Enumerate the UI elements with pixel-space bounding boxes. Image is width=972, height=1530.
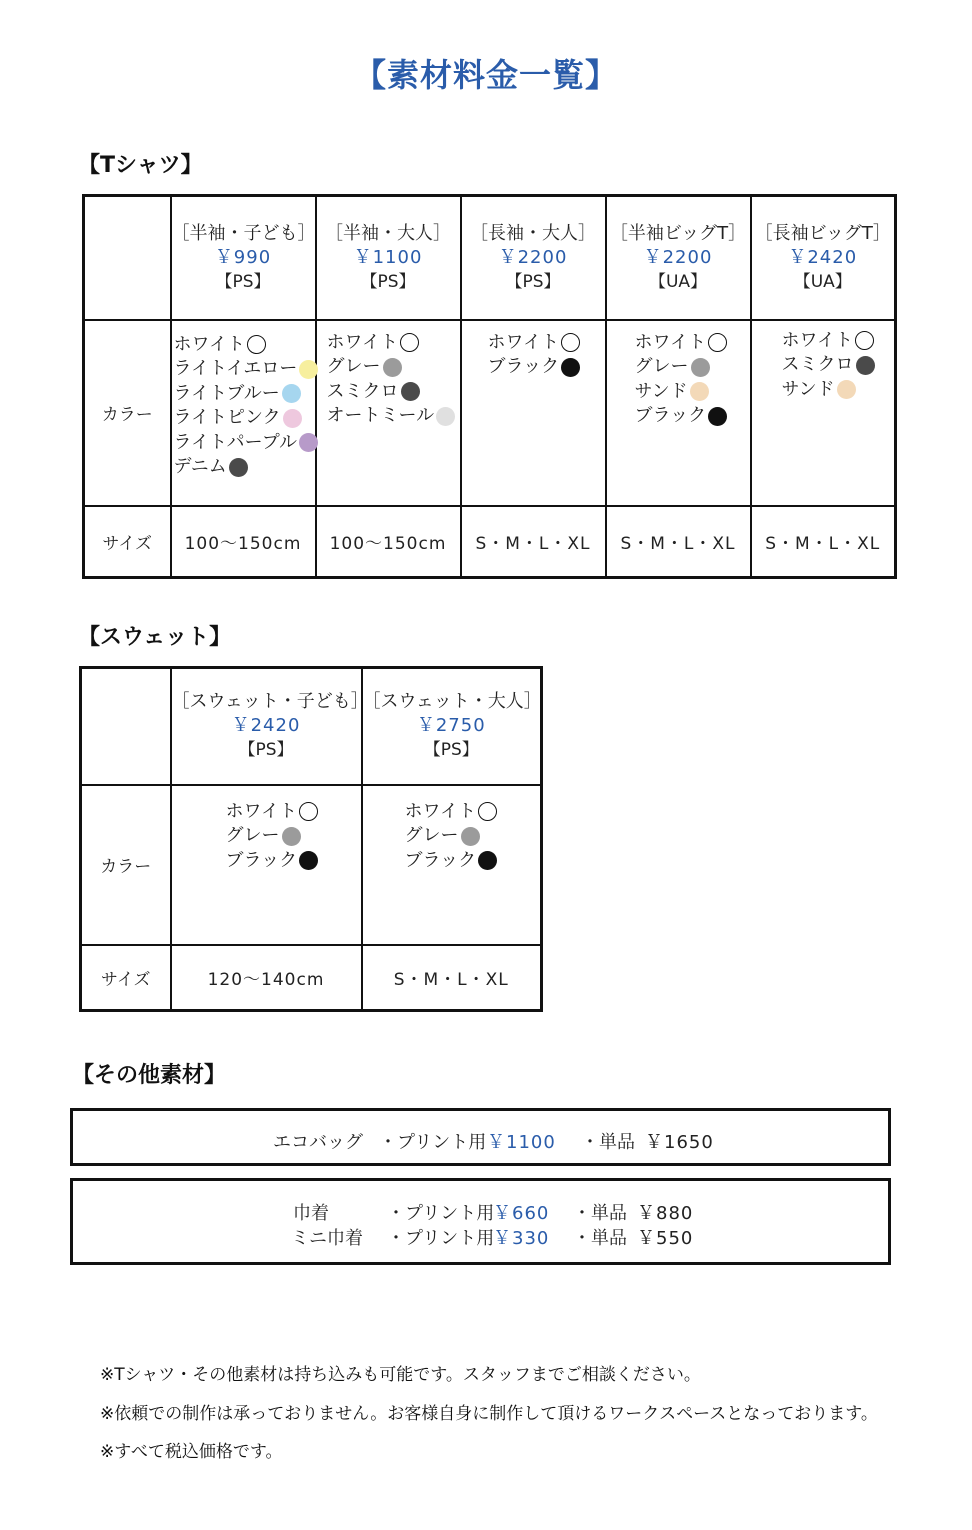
color-swatch-icon <box>855 331 874 350</box>
product-price: ￥2200 <box>643 246 713 268</box>
tshirt-heading: 【Tシャツ】 <box>78 153 203 178</box>
color-name: ホワイト <box>225 800 297 822</box>
color-option <box>174 357 315 382</box>
color-items <box>363 786 541 874</box>
color-items <box>317 321 460 429</box>
product-header <box>362 668 542 785</box>
product-header <box>751 196 896 320</box>
product-price: ￥1100 <box>353 246 423 268</box>
table-corner-cell <box>81 668 171 785</box>
size-value: 100〜150cm <box>316 506 461 578</box>
color-swatch-icon <box>561 333 580 352</box>
color-name: ライトブルー <box>173 382 280 404</box>
color-items <box>172 786 361 874</box>
color-list <box>461 320 606 506</box>
color-name: ライトイエロー <box>173 358 298 379</box>
color-option <box>405 849 541 874</box>
color-option <box>174 431 315 456</box>
color-swatch-icon <box>708 407 727 426</box>
color-option <box>635 404 750 429</box>
product-brand: 【PS】 <box>423 740 479 761</box>
color-swatch-icon <box>282 827 301 846</box>
color-list <box>362 785 542 945</box>
color-option <box>635 355 750 380</box>
color-swatch-icon <box>478 851 497 870</box>
color-swatch-icon <box>299 851 318 870</box>
color-swatch-icon <box>436 407 455 426</box>
color-option <box>174 406 315 431</box>
color-option <box>226 849 361 874</box>
color-name: グレー <box>225 825 280 846</box>
color-option <box>226 824 361 849</box>
color-swatch-icon <box>282 384 301 403</box>
item-name: ミニ巾着 <box>291 1228 363 1249</box>
color-option <box>405 824 541 849</box>
color-name: ホワイト <box>404 800 476 822</box>
eco-bag-box <box>70 1108 891 1166</box>
color-swatch-icon <box>708 333 727 352</box>
note-line: ※Tシャツ・その他素材は持ち込みも可能です。スタッフまでご相談ください。 <box>100 1365 701 1385</box>
color-name: ホワイト <box>781 329 853 351</box>
note-line: ※すべて税込価格です。 <box>100 1442 283 1462</box>
single-price: ￥1650 <box>645 1132 714 1153</box>
color-option <box>327 355 460 380</box>
size-row-label: サイズ <box>84 506 171 578</box>
item-name: エコバッグ <box>273 1132 363 1153</box>
product-brand: 【UA】 <box>648 271 708 292</box>
single-label: ・単品 <box>573 1203 627 1224</box>
print-label: ・プリント用 <box>379 1132 487 1153</box>
color-swatch-icon <box>383 358 402 377</box>
product-brand: 【PS】 <box>360 271 416 292</box>
color-option <box>635 331 750 356</box>
color-option <box>782 353 895 378</box>
color-option <box>488 331 605 356</box>
print-price: ￥660 <box>493 1203 550 1224</box>
product-price: ￥2420 <box>231 715 301 737</box>
size-row-label: サイズ <box>81 945 171 1011</box>
color-swatch-icon <box>401 382 420 401</box>
pouch-box <box>70 1178 891 1265</box>
color-option <box>488 355 605 380</box>
color-option <box>174 382 315 407</box>
color-name: ライトピンク <box>173 407 281 428</box>
color-name: サンド <box>634 380 688 402</box>
product-price: ￥2420 <box>788 246 858 268</box>
product-brand: 【PS】 <box>505 271 561 292</box>
color-items <box>172 321 315 480</box>
color-swatch-icon <box>561 358 580 377</box>
color-option <box>226 800 361 825</box>
tshirt-price-table <box>82 194 897 579</box>
size-value: 100〜150cm <box>171 506 316 578</box>
color-name: スミクロ <box>326 380 399 402</box>
sweat-price-table <box>79 666 543 1012</box>
single-price: ￥550 <box>637 1228 694 1249</box>
size-value: S・M・L・XL <box>751 506 896 578</box>
color-name: ブラック <box>634 405 707 426</box>
product-header <box>171 668 369 785</box>
product-header <box>461 196 606 320</box>
color-swatch-icon <box>299 802 318 821</box>
color-list <box>751 320 896 506</box>
color-swatch-icon <box>229 458 248 477</box>
color-option <box>174 455 315 480</box>
product-brand: 【UA】 <box>793 271 852 292</box>
color-items <box>752 321 895 403</box>
product-price: ￥2200 <box>498 246 568 268</box>
color-swatch-icon <box>247 335 266 354</box>
other-heading: 【その他素材】 <box>72 1063 227 1088</box>
color-option <box>174 333 315 358</box>
print-price: ￥1100 <box>487 1132 556 1153</box>
color-name: グレー <box>634 356 689 377</box>
color-list <box>316 320 461 506</box>
color-name: ブラック <box>404 849 477 871</box>
size-value: 120〜140cm <box>171 945 362 1011</box>
product-header <box>606 196 751 320</box>
color-swatch-icon <box>837 380 856 399</box>
color-option <box>405 800 541 825</box>
color-name: ライトパープル <box>173 431 297 453</box>
color-option <box>635 380 750 405</box>
color-swatch-icon <box>478 802 497 821</box>
color-option <box>327 380 460 405</box>
product-header <box>316 196 461 320</box>
page-title: 【素材料金一覧】 <box>353 56 618 94</box>
color-name: ホワイト <box>173 333 245 355</box>
color-list <box>171 320 316 506</box>
print-price: ￥330 <box>493 1228 550 1249</box>
print-label: ・プリント用 <box>387 1228 495 1249</box>
color-items <box>462 321 605 380</box>
size-value: S・M・L・XL <box>461 506 606 578</box>
color-option <box>327 331 460 356</box>
product-brand: 【PS】 <box>215 271 271 292</box>
color-option <box>327 404 460 429</box>
size-value: S・M・L・XL <box>362 945 542 1011</box>
product-name: ［スウェット・大人］ <box>362 691 542 713</box>
color-name: ホワイト <box>487 331 559 353</box>
color-name: グレー <box>326 356 381 377</box>
product-header <box>171 196 316 320</box>
product-name: ［スウェット・子ども］ <box>171 691 369 713</box>
size-value: S・M・L・XL <box>606 506 751 578</box>
product-name: ［半袖・子ども］ <box>171 222 316 244</box>
color-option <box>782 378 895 403</box>
single-label: ・単品 <box>581 1132 635 1153</box>
product-brand: 【PS】 <box>238 740 294 761</box>
product-price: ￥2750 <box>416 715 486 737</box>
color-option <box>782 329 895 354</box>
color-swatch-icon <box>691 358 710 377</box>
color-name: ブラック <box>225 849 298 871</box>
color-row-label: カラー <box>81 785 171 945</box>
color-name: オートミール <box>326 405 435 426</box>
sweat-heading: 【スウェット】 <box>78 625 232 650</box>
color-row-label: カラー <box>84 320 171 506</box>
color-swatch-icon <box>299 360 318 379</box>
color-list <box>171 785 362 945</box>
color-name: スミクロ <box>781 354 854 375</box>
color-name: ブラック <box>487 356 560 377</box>
product-name: ［長袖・大人］ <box>470 222 596 244</box>
print-label: ・プリント用 <box>387 1203 495 1224</box>
single-price: ￥880 <box>637 1203 694 1224</box>
color-swatch-icon <box>283 409 302 428</box>
product-name: ［長袖ビッグT］ <box>754 222 891 244</box>
note-line: ※依頼での制作は承っておりません。お客様自身に制作して頂けるワークスペースとなっております。 <box>100 1404 878 1424</box>
color-name: グレー <box>404 825 459 846</box>
table-corner-cell <box>84 196 171 320</box>
color-name: ホワイト <box>326 331 398 353</box>
product-name: ［半袖ビッグT］ <box>609 222 747 244</box>
color-items <box>607 321 750 429</box>
color-name: デニム <box>173 456 227 477</box>
item-name: 巾着 <box>293 1203 329 1224</box>
color-swatch-icon <box>461 827 480 846</box>
single-label: ・単品 <box>573 1228 627 1249</box>
color-swatch-icon <box>690 382 709 401</box>
color-swatch-icon <box>400 333 419 352</box>
color-name: ホワイト <box>634 331 706 353</box>
product-price: ￥990 <box>214 246 272 268</box>
color-list <box>606 320 751 506</box>
color-name: サンド <box>781 378 835 400</box>
color-swatch-icon <box>856 356 875 375</box>
product-name: ［半袖・大人］ <box>325 222 451 244</box>
